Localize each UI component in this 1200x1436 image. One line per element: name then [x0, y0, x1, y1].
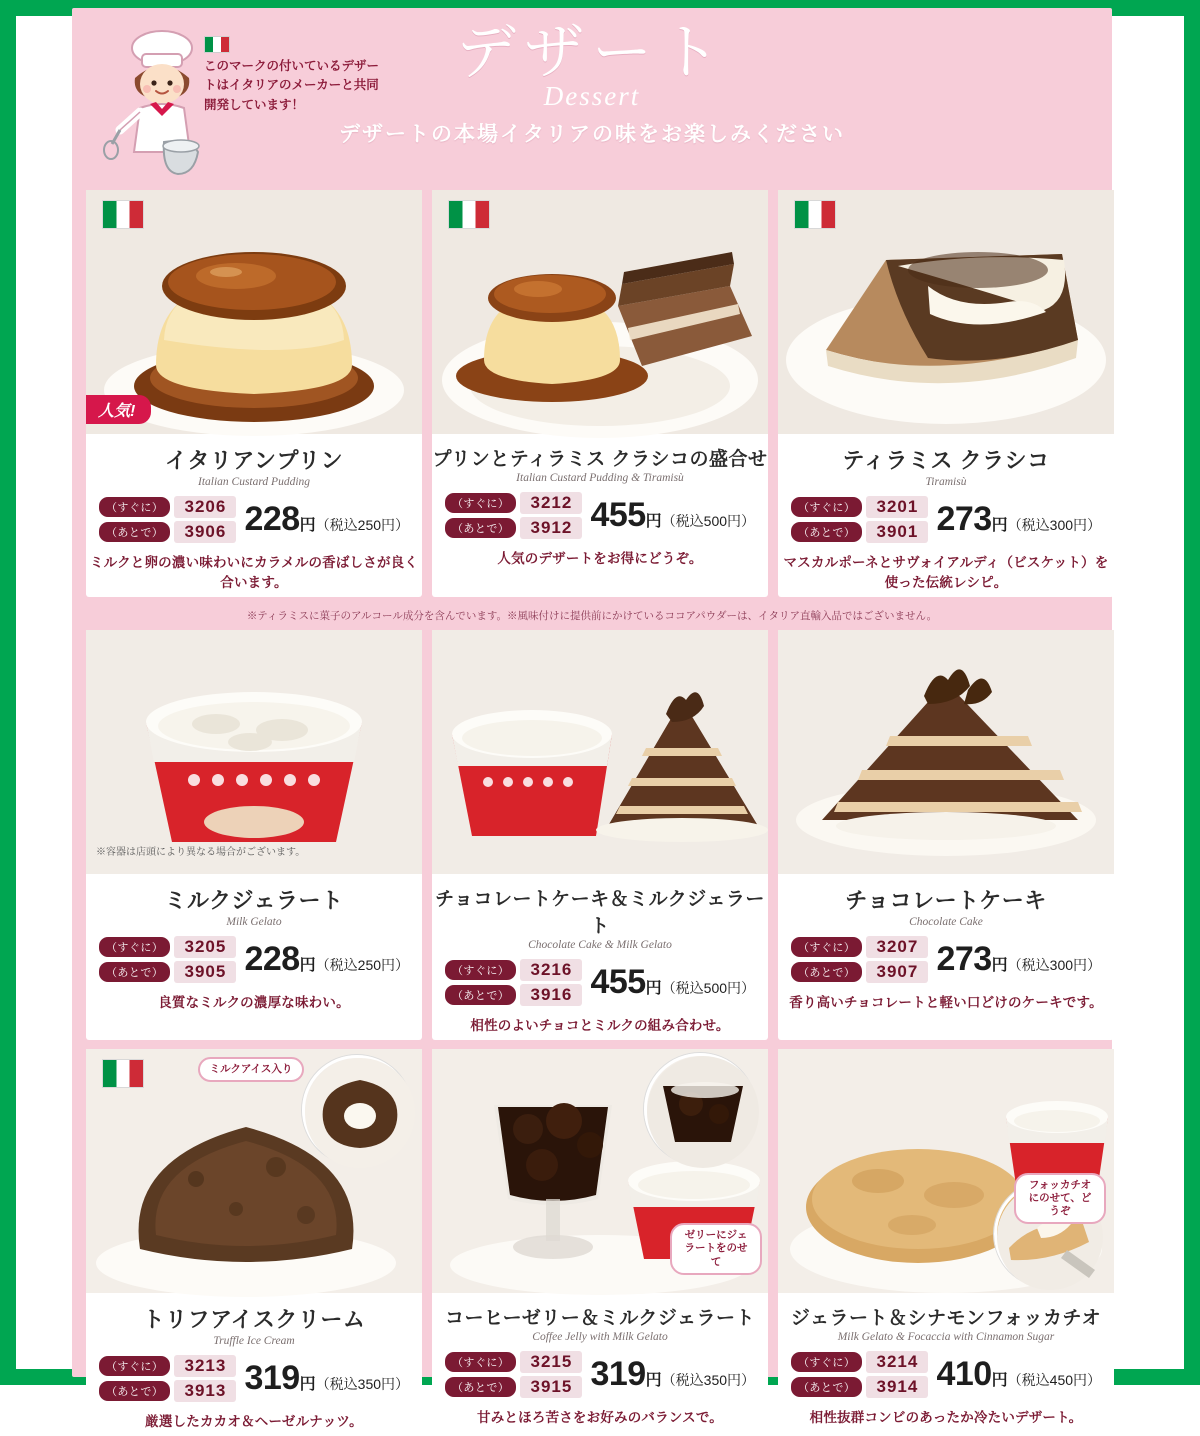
- item-order-codes: [791, 496, 929, 543]
- item-name-en: Italian Custard Pudding & Tiramisù: [516, 472, 684, 484]
- item-description: 甘みとほろ苦さをお好みのバランスで。: [477, 1409, 723, 1425]
- code-line-atode: [445, 984, 583, 1006]
- menu-item-card[interactable]: [86, 630, 422, 1040]
- code-line-sugu: [99, 936, 237, 958]
- price-yen-label: 円: [299, 517, 316, 534]
- menu-item-card[interactable]: [432, 1049, 768, 1436]
- price-value: 228: [244, 939, 300, 978]
- item-name: プリンとティラミス クラシコの盛合せ: [432, 449, 768, 470]
- item-price: [244, 500, 409, 539]
- code-line-sugu: [445, 492, 583, 514]
- chef-note-text: このマークの付いているデザートはイタリアのメーカーと共同開発しています！: [204, 59, 380, 112]
- item-name-en: Italian Custard Pudding: [197, 476, 311, 488]
- item-description: マスカルポーネとサヴォイアルディ（ビスケット）を使った伝統レシピ。: [783, 555, 1109, 590]
- item-photo: [778, 190, 1114, 434]
- code-label-atode: （あとで）: [99, 522, 171, 542]
- item-photo-note: ※容器は店頭により異なる場合がございます。: [96, 847, 306, 859]
- price-value: 319: [244, 1358, 300, 1397]
- price-yen-label: 円: [299, 1375, 316, 1393]
- code-label-sugu: （すぐに）: [445, 1352, 517, 1372]
- code-label-sugu: （すぐに）: [445, 493, 517, 513]
- item-order-codes: [791, 1351, 929, 1398]
- code-line-sugu: [99, 1355, 237, 1377]
- code-number-sugu: 3215: [520, 1351, 582, 1373]
- code-line-sugu: [445, 959, 583, 981]
- menu-row-1: [86, 190, 1109, 597]
- menu-item-card[interactable]: [86, 1049, 422, 1436]
- price-yen-label: 円: [645, 1371, 662, 1389]
- price-yen-label: 円: [991, 956, 1008, 974]
- price-tax-label: （税込450円）: [1007, 1371, 1102, 1388]
- menu-row-3: [86, 1049, 1102, 1436]
- price-yen-label: 円: [645, 979, 662, 997]
- menu-item-card[interactable]: [432, 190, 768, 597]
- code-number-sugu: 3201: [866, 496, 928, 518]
- item-photo: [778, 630, 1114, 874]
- code-line-sugu: [791, 496, 929, 518]
- callout-bubble: ミルクアイス入り: [198, 1057, 304, 1082]
- page-title: デザート: [456, 20, 728, 86]
- item-price-row: [86, 496, 422, 543]
- code-label-atode: （あとで）: [445, 985, 517, 1005]
- code-line-sugu: [791, 936, 929, 958]
- item-name-en: Chocolate Cake: [909, 915, 983, 928]
- item-price-row: [432, 492, 768, 539]
- code-line-atode: [791, 961, 929, 983]
- price-tax-label: （税込300円）: [1007, 956, 1102, 973]
- code-line-atode: [445, 517, 583, 539]
- code-number-atode: 3912: [520, 517, 582, 539]
- item-description: 香り高いチョコレートと軽い口どけのケーキです。: [789, 994, 1103, 1010]
- code-label-atode: （あとで）: [99, 962, 171, 982]
- code-label-sugu: （すぐに）: [791, 1352, 863, 1372]
- item-name: ミルクジェラート: [164, 887, 344, 913]
- code-number-atode: 3914: [866, 1376, 928, 1398]
- price-value: 455: [590, 962, 646, 1001]
- code-label-atode: （あとで）: [99, 1381, 171, 1401]
- item-price-row: [86, 1355, 422, 1402]
- item-name-en: Milk Gelato: [226, 915, 282, 928]
- item-photo: [86, 630, 422, 874]
- item-name-en: Coffee Jelly with Milk Gelato: [532, 1330, 668, 1343]
- italy-flag-icon: [102, 1059, 144, 1088]
- code-label-atode: （あとで）: [791, 1377, 863, 1397]
- price-value: 228: [244, 500, 300, 538]
- footnote-row-1: ※ティラミスに菓子のアルコール成分を含んでいます。※風味付けに提供前にかけているココアパウダーは、イタリア直輸入品ではございません。: [246, 610, 938, 622]
- code-label-sugu: （すぐに）: [791, 497, 863, 517]
- item-name: トリフアイスクリーム: [142, 1306, 366, 1332]
- code-line-atode: [791, 521, 929, 543]
- callout-bubble: フォッカチオにのせて、どうぞ: [1014, 1173, 1106, 1224]
- italy-flag-icon: [794, 200, 836, 229]
- page-header: [72, 8, 1112, 190]
- item-order-codes: [445, 492, 583, 539]
- item-description: 厳選したカカオ＆ヘーゼルナッツ。: [145, 1413, 363, 1429]
- code-number-sugu: 3205: [174, 936, 236, 958]
- item-order-codes: [445, 959, 583, 1006]
- item-price-row: [86, 936, 422, 983]
- price-tax-label: （税込350円）: [661, 1371, 756, 1388]
- code-line-atode: [791, 1376, 929, 1398]
- item-name: ティラミス クラシコ: [842, 448, 1050, 473]
- menu-item-card[interactable]: [778, 1049, 1114, 1436]
- item-order-codes: [791, 936, 929, 983]
- item-price: [936, 500, 1101, 539]
- item-price: [244, 940, 409, 979]
- price-yen-label: 円: [299, 956, 316, 974]
- price-value: 273: [936, 500, 992, 538]
- code-line-sugu: [99, 496, 237, 518]
- code-label-sugu: （すぐに）: [99, 937, 171, 957]
- item-price: [590, 1355, 755, 1394]
- item-name-en: Chocolate Cake & Milk Gelato: [528, 938, 672, 951]
- item-name: チョコレートケーキ＆ミルクジェラート: [435, 888, 765, 937]
- code-label-sugu: （すぐに）: [445, 960, 517, 980]
- item-order-codes: [99, 1355, 237, 1402]
- item-price-row: [778, 936, 1114, 983]
- code-number-atode: 3915: [520, 1376, 582, 1398]
- item-price-row: [778, 1351, 1114, 1398]
- price-value: 410: [936, 1354, 992, 1393]
- price-value: 455: [590, 496, 646, 534]
- code-number-sugu: 3216: [520, 959, 582, 981]
- price-yen-label: 円: [645, 513, 662, 530]
- popular-badge: 人気!: [86, 395, 151, 424]
- menu-item-card[interactable]: [778, 630, 1114, 1040]
- item-photo: [432, 190, 768, 434]
- code-line-atode: [99, 961, 237, 983]
- code-number-atode: 3905: [174, 961, 236, 983]
- item-name-en: Tiramisù: [925, 476, 967, 488]
- code-label-atode: （あとで）: [791, 962, 863, 982]
- price-value: 319: [590, 1354, 646, 1393]
- callout-bubble: ゼリーにジェラートをのせて: [670, 1223, 762, 1274]
- code-number-atode: 3901: [866, 521, 928, 543]
- price-tax-label: （税込500円）: [661, 979, 756, 996]
- price-tax-label: （税込500円）: [661, 513, 756, 529]
- title-block: [72, 22, 1112, 148]
- item-photo: [778, 1049, 1114, 1293]
- code-number-sugu: 3212: [520, 492, 582, 514]
- code-number-sugu: 3207: [866, 936, 928, 958]
- menu-item-card[interactable]: [86, 190, 422, 597]
- code-label-atode: （あとで）: [445, 518, 517, 538]
- code-label-atode: （あとで）: [445, 1377, 517, 1397]
- code-label-sugu: （すぐに）: [99, 1356, 171, 1376]
- item-price: [936, 940, 1101, 979]
- item-name: ジェラート＆シナモンフォッカチオ: [790, 1307, 1102, 1329]
- code-number-atode: 3913: [174, 1380, 236, 1402]
- code-line-atode: [99, 521, 237, 543]
- item-description: 相性のよいチョコとミルクの組み合わせ。: [470, 1017, 730, 1033]
- code-label-sugu: （すぐに）: [99, 497, 171, 517]
- item-name: イタリアンプリン: [164, 448, 344, 473]
- item-order-codes: [99, 496, 237, 543]
- code-number-atode: 3907: [866, 961, 928, 983]
- price-yen-label: 円: [991, 517, 1008, 534]
- item-price: [244, 1359, 409, 1398]
- code-line-atode: [445, 1376, 583, 1398]
- menu-item-card[interactable]: [432, 630, 768, 1040]
- item-price-row: [778, 496, 1114, 543]
- code-number-sugu: 3213: [174, 1355, 236, 1377]
- price-tax-label: （税込350円）: [315, 1375, 410, 1392]
- menu-item-card[interactable]: [778, 190, 1114, 597]
- italy-flag-icon: [448, 200, 490, 229]
- menu-grid: [72, 190, 1112, 1436]
- code-line-sugu: [445, 1351, 583, 1373]
- item-name-en: Milk Gelato & Focaccia with Cinnamon Sugar: [837, 1330, 1055, 1343]
- item-price: [590, 496, 755, 535]
- item-photo: [432, 1049, 768, 1293]
- item-order-codes: [99, 936, 237, 983]
- code-label-atode: （あとで）: [791, 522, 863, 542]
- item-description: 人気のデザートをお得にどうぞ。: [497, 551, 703, 566]
- code-label-sugu: （すぐに）: [791, 937, 863, 957]
- item-name: チョコレートケーキ: [845, 887, 1047, 913]
- price-tax-label: （税込250円）: [315, 956, 410, 973]
- price-value: 273: [936, 939, 992, 978]
- item-photo: [432, 630, 768, 874]
- code-line-atode: [99, 1380, 237, 1402]
- code-number-sugu: 3214: [866, 1351, 928, 1373]
- page-title-en: Dessert: [543, 81, 641, 111]
- item-name: コーヒーゼリー＆ミルクジェラート: [444, 1307, 756, 1329]
- inset-photo: [302, 1055, 412, 1165]
- item-order-codes: [445, 1351, 583, 1398]
- item-price-row: [432, 959, 768, 1006]
- inset-photo: [644, 1053, 756, 1165]
- code-line-sugu: [791, 1351, 929, 1373]
- item-price: [590, 963, 755, 1002]
- item-name-en: Truffle Ice Cream: [213, 1334, 295, 1347]
- item-price-row: [432, 1351, 768, 1398]
- code-number-atode: 3916: [520, 984, 582, 1006]
- item-price: [936, 1355, 1101, 1394]
- price-yen-label: 円: [991, 1371, 1008, 1389]
- item-description: 相性抜群コンビのあったか冷たいデザート。: [809, 1409, 1083, 1425]
- item-photo: [86, 190, 422, 434]
- item-description: ミルクと卵の濃い味わいにカラメルの香ばしさが良く合います。: [89, 555, 419, 590]
- item-description: 良質なミルクの濃厚な味わい。: [158, 994, 350, 1010]
- code-number-atode: 3906: [174, 521, 236, 543]
- italy-flag-icon: [102, 200, 144, 229]
- code-number-sugu: 3206: [174, 496, 236, 518]
- page-subtitle: デザートの本場イタリアの味をお楽しみください: [339, 123, 845, 146]
- price-tax-label: （税込250円）: [315, 517, 410, 533]
- menu-body: [72, 8, 1112, 1429]
- menu-row-2: [86, 630, 1103, 1040]
- price-tax-label: （税込300円）: [1007, 517, 1102, 533]
- item-photo: [86, 1049, 422, 1293]
